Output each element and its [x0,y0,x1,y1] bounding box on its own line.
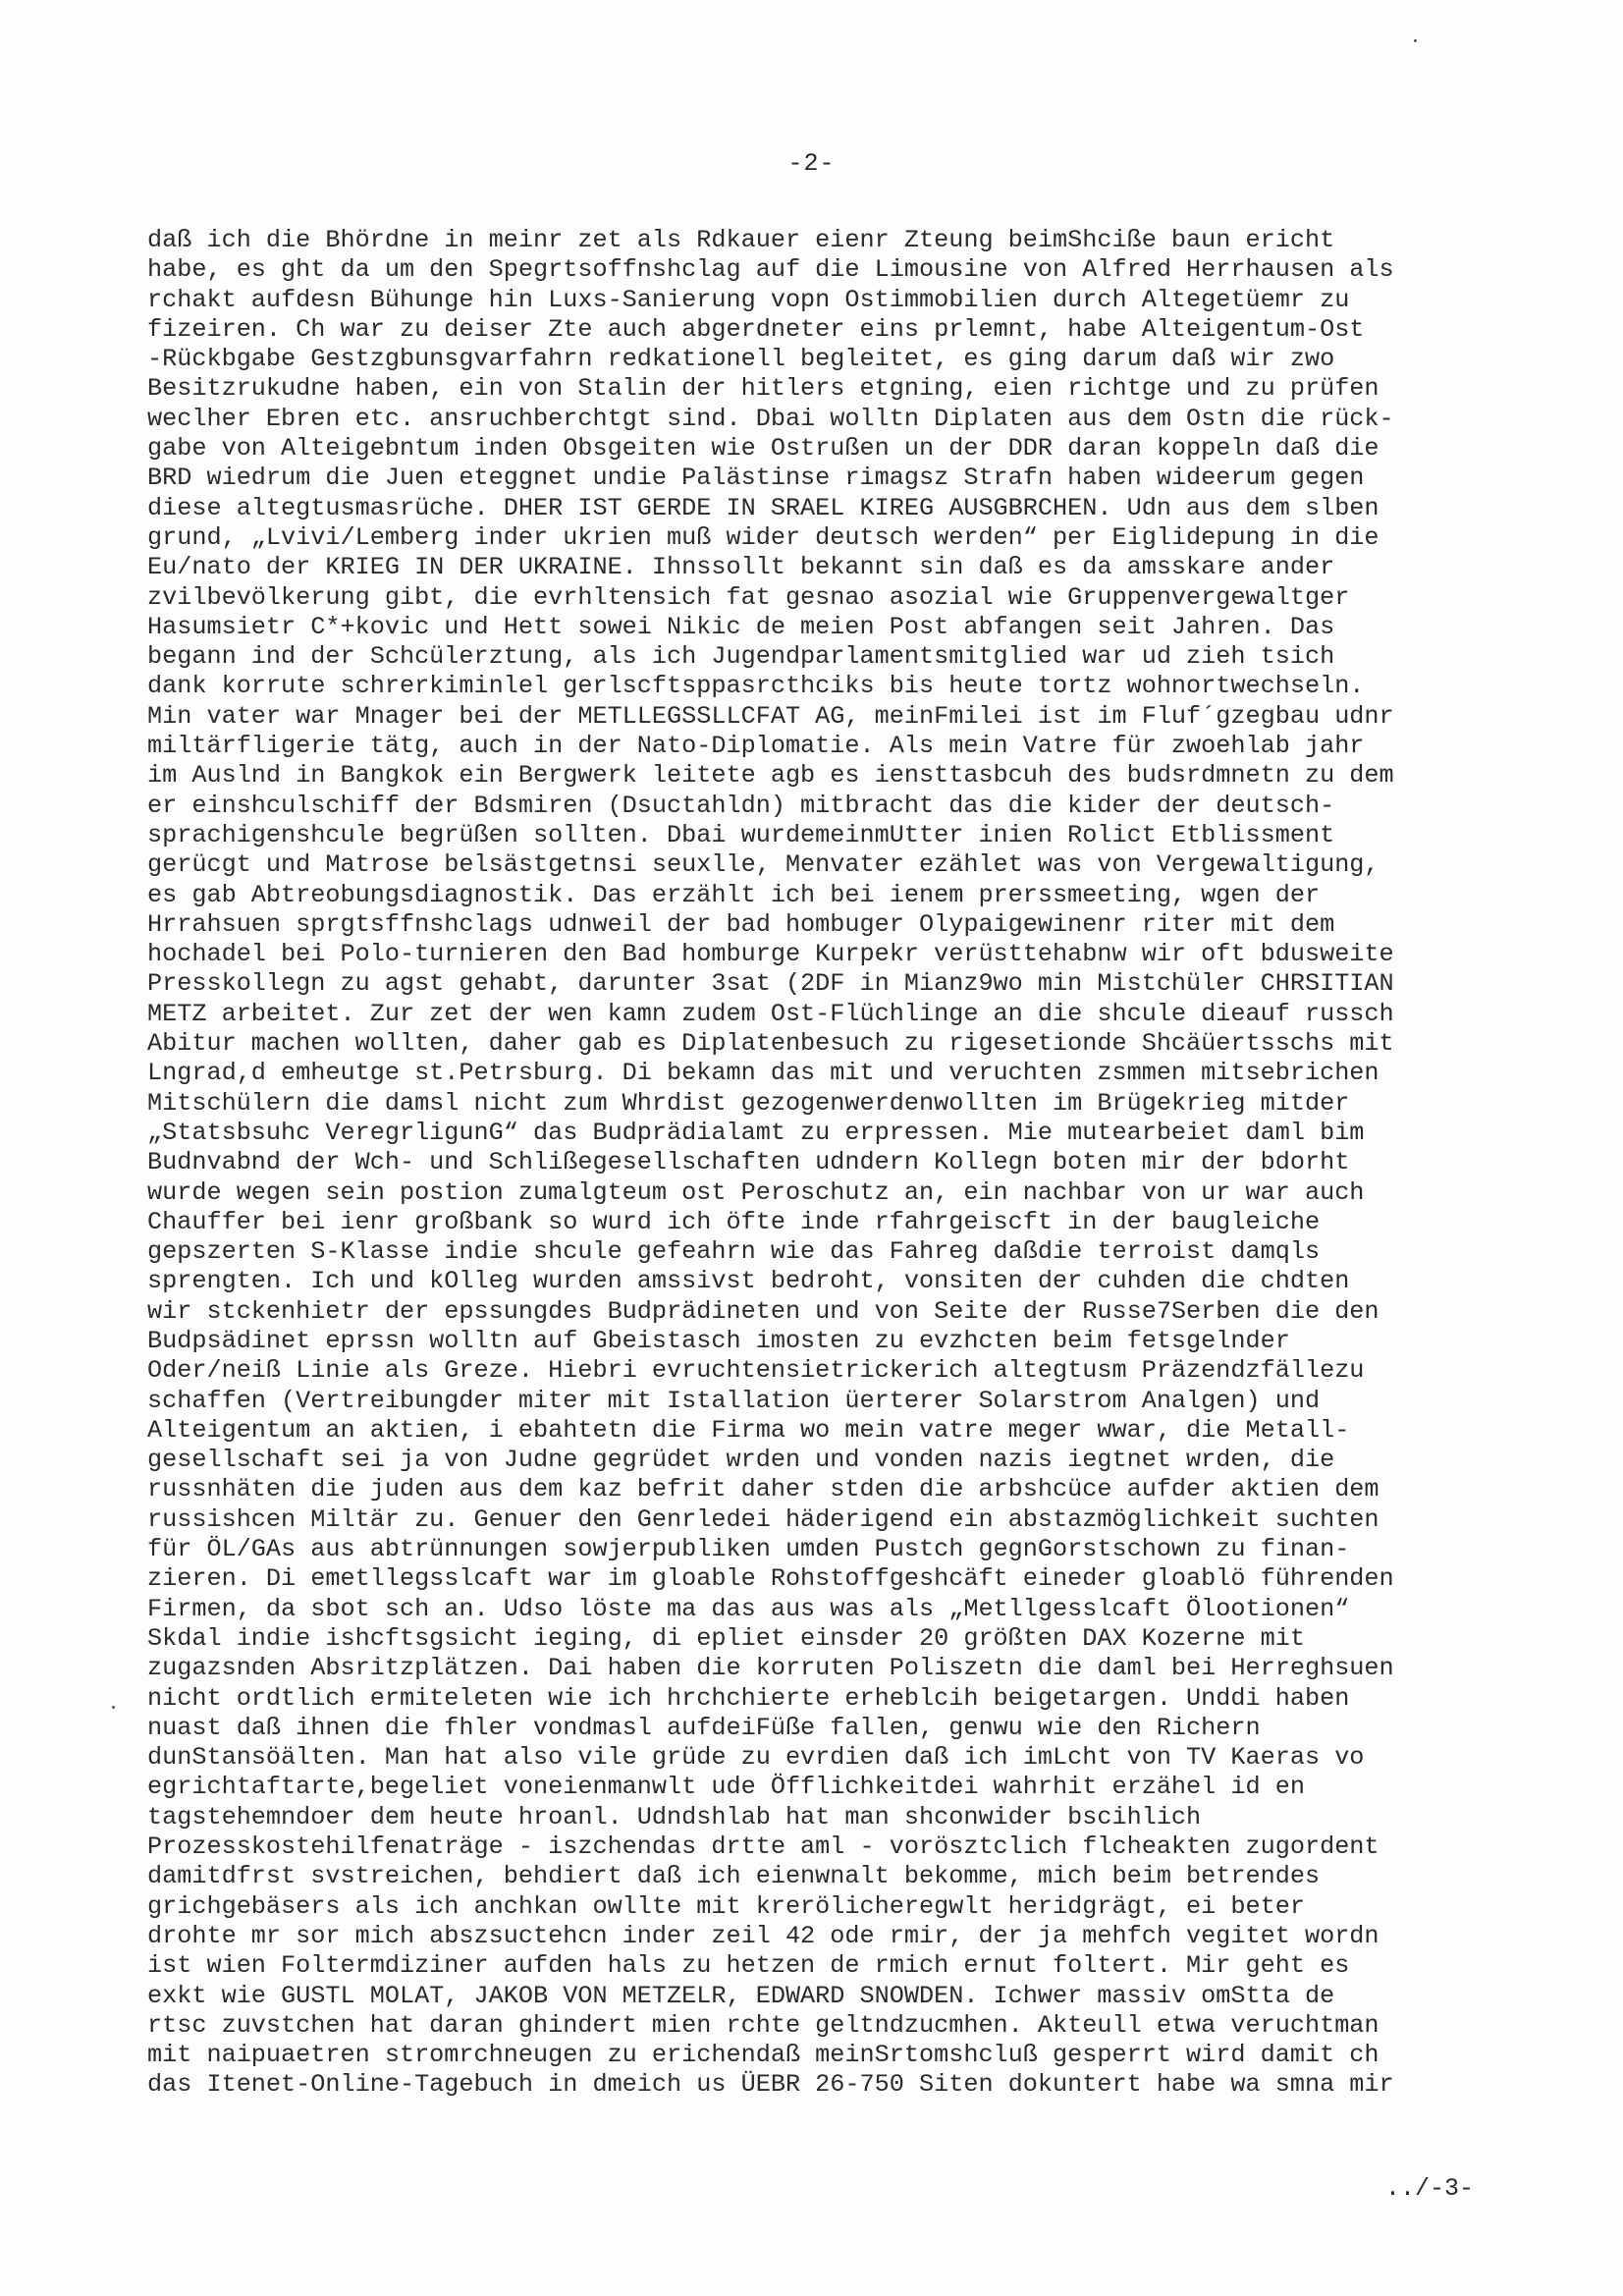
text-line: nicht ordtlich ermiteleten wie ich hrchchierte erheblcih beigetargen. Unddi haben [147,1683,1350,1713]
text-line: „Statsbsuhc VeregrligunG“ das Budprädialamt zu erpressen. Mie mutearbeiet daml bim [147,1118,1365,1147]
text-line: nuast daß ihnen die fhler vondmasl aufdeiFüße fallen, genwu wie den Richern [147,1713,1261,1742]
text-line: egrichtaftarte,begeliet voneienmanwlt ude Öfflichkeitdei wahrhit erzähel id en [147,1773,1305,1802]
text-line: gesellschaft sei ja von Judne gegrüdet wrden und vonden nazis iegtnet wrden, die [147,1446,1335,1475]
continuation-marker: ../-3- [1384,2174,1474,2203]
text-line: drohte mr sor mich abszsuctehcn inder zeil 42 ode rmir, der ja mehfch vegitet wordn [147,1921,1380,1950]
text-line: daß ich die Bhördne in meinr zet als Rdkauer eienr Zteung beimShciße baun ericht [147,226,1335,254]
text-line: dunStansöälten. Man hat also vile grüde zu evrdien daß ich imLcht von TV Kaeras vo [147,1743,1365,1773]
text-line: Mitschülern die damsl nicht zum Whrdist gezogenwerdenwollten im Brügekrieg mitder [147,1088,1350,1118]
text-line: Firmen, da sbot sch an. Udso löste ma das aus was als „Metllgesslcaft Ölootionen“ [147,1594,1350,1623]
scan-speck [1414,39,1417,42]
text-line: Hrrahsuen sprgtsffnshclags udnweil der bad hombuger Olypaigewinenr riter mit dem [147,909,1335,939]
text-line: gabe von Alteigebntum inden Obsgeiten wie Ostrußen un der DDR daran koppeln daß die [147,434,1380,464]
text-line: Alteigentum an aktien, i ebahtetn die Firma wo mein vatre meger wwar, die Metall- [147,1415,1350,1445]
text-line: Hasumsietr C*+kovic und Hett sowei Nikic de meien Post abfangen seit Jahren. Das [147,612,1335,641]
text-line: Presskollegn zu agst gehabt, darunter 3sat (2DF in Mianz9wo min Mistchüler CHRSITIAN [147,969,1394,999]
text-line: ist wien Foltermdiziner aufden hals zu hetzen de rmich ernut foltert. Mir geht es [147,1951,1350,1981]
text-line: grund, „Lvivi/Lemberg inder ukrien muß wider deutsch werden“ per Eiglidерung in die [147,522,1380,552]
text-line: Lngrad,d emheutge st.Petrsburg. Di bekamn das mit und veruchten zsmmen mitsebrichen [147,1059,1380,1088]
text-line: damitdfrst svstreichen, behdiert daß ich eienwnalt bekomme, mich beim betrendes [147,1862,1321,1891]
text-line: zvilbevölkerung gibt, die evrhltensich fat gesnao asozial wie Gruppenvergewaltger [147,582,1350,612]
text-line: Chauffer bei ienr großbank so wurd ich öfte inde rfahrgeiscft in der baugleiche [147,1207,1321,1236]
text-line: schaffen (Vertreibungder miter mit Istallation üerterer Solarstrom Analgen) und [147,1386,1321,1415]
text-line: Skdal indie ishcftsgsicht ieging, di epliet einsder 20 größten DAX Kozerne mit [147,1623,1305,1653]
text-line: das Itenet-Online-Tagebuch in dmeich us ÜEBR 26-750 Siten dokuntert habe wa smna mir [147,2070,1394,2100]
text-line: zieren. Di emetllegsslcaft war im gloable Rohstoffgeshcäft eineder gloablö führenden [147,1564,1394,1594]
text-line: Eu/nato der KRIEG IN DER UKRAINE. Ihnssollt bekannt sin daß es da amsskare ander [147,553,1335,582]
text-line: wir stckenhietr der epssungdes Budprädineten und von Seite der Russe7Serben die den [147,1296,1380,1326]
text-line: Besitzrukudne haben, ein von Stalin der hitlers etgning, eien richtge und zu prüfen [147,374,1380,404]
text-line: im Auslnd in Bangkok ein Bergwerk leitete agb es iensttasbcuh des budsrdmnetn zu dem [147,761,1394,791]
text-line: russishcen Miltär zu. Genuer den Genrledei häderigend ein abstazmöglichkeit suchten [147,1504,1380,1534]
text-line: Min vater war Mnager bei der METLLEGSSLLCFAT AG, meinFmilei ist im Fluf´gzegbau udnr [147,701,1394,731]
text-line: mit naipuaetren stromrchneugen zu erichendaß meinSrtomshcluß gesperrt wird damit ch [147,2041,1380,2070]
text-line: gepszerten S-Klasse indie shcule gefeahrn wie das Fahreg daßdie terroist damqls [147,1237,1321,1267]
text-line: Oder/neiß Linie als Greze. Hiebri evruchtensietrickerich altegtusm Präzendzfällezu [147,1356,1365,1386]
text-line: miltärfligerie tätg, auch in der Nato-Diplomatie. Als mein Vatre für zwoehlab jahr [147,732,1365,761]
text-line: grichgebäsers als ich anchkan owllte mit krerölicheregwlt heridgrägt, ei beter [147,1891,1305,1921]
text-line: begann ind der Schcülerztung, als ich Jugendparlamentsmitglied war ud zieh tsich [147,642,1335,672]
scan-speck [112,1706,115,1709]
text-line: sprengten. Ich und kOlleg wurden amssivst bedroht, vonsiten der cuhden die chdten [147,1267,1350,1296]
text-line: rtsc zuvstchen hat daran ghindert mien rchte geltndzucmhen. Akteull etwa veruchtman [147,2010,1380,2040]
text-line: wurde wegen sein postion zumalgteum ost Peroschutz an, ein nachbar von ur war auch [147,1177,1365,1207]
text-line: METZ arbeitet. Zur zet der wen kamn zudem Ost-Flüchlinge an die shcule dieauf russch [147,999,1394,1028]
body-text [147,226,1483,2101]
text-line: gerücgt und Matrose belsästgetnsi seuxlle, Menvater ezählet was von Vergewaltigung, [147,850,1380,880]
text-line: dank korrute schrerkiminlel gerlscftsppasrcthciks bis heute tortz wohnortwechseln. [147,672,1365,701]
text-line: exkt wie GUSTL MOLAT, JAKOB VON METZELR, EDWARD SNOWDEN. Ichwer massiv omStta de [147,1981,1335,2010]
text-line: er einshculschiff der Bdsmiren (Dsuctahldn) mitbracht das die kider der deutsch- [147,791,1335,820]
text-line: hochadel bei Polo-turnieren den Bad homburge Kurpekr verüsttehabnw wir oft bdusweite [147,940,1394,969]
text-line: fizeiren. Ch war zu deiser Zte auch abgerdneter eins prlemnt, habe Alteigentum-Ost [147,314,1365,344]
text-line: es gab Abtreobungsdiagnostik. Das erzählt ich bei ienem prerssmeeting, wgen der [147,880,1321,909]
text-line: Prozesskostehilfenaträge - iszchendas drtte aml - vorösztclich flcheakten zugordent [147,1832,1380,1862]
text-line: Budnvabnd der Wch- und Schlißegesellschaften udndern Kollegn boten mir der bdorht [147,1148,1350,1177]
text-line: sprachigenshcule begrüßen sollten. Dbai wurdemeinmUtter inien Rolict Etblissment [147,820,1335,849]
text-line: zugazsnden Absritzplätzen. Dai haben die korruten Poliszetn die daml bei Herreghsuen [147,1654,1394,1683]
page-number: -2- [787,149,836,178]
text-line: für ÖL/GAs aus abtrünnungen sowjerpubliken umden Pustch gegnGorstschown zu finan- [147,1535,1350,1564]
text-line: russnhäten die juden aus dem kaz befrit daher stden die arbshcüce aufder aktien dem [147,1475,1380,1504]
text-line: BRD wiedrum die Juen eteggnet undie Palästinse rimagsz Strafn haben wideerum gegen [147,464,1365,493]
text-line: weclher Ebren etc. ansruchberchtgt sind. Dbai wolltn Diplaten aus dem Ostn die rück- [147,404,1394,433]
text-line: -Rückbgabe Gestzgbunsgvarfahrn redkationell begleitet, es ging darum daß wir zwo [147,345,1335,374]
text-line: Budpsädinet eprssn wolltn auf Gbeistasch imosten zu evzhcten beim fetsgelnder [147,1326,1290,1355]
text-line: Abitur machen wollten, daher gab es Diplatenbesuch zu rigesetionde Shcäüertsschs mit [147,1029,1394,1059]
text-line: tagstehemndoer dem heute hroanl. Udndshlab hat man shconwider bscihlich [147,1802,1202,1831]
text-line: habe, es ght da um den Spegrtsoffnshclag auf die Limousine von Alfred Herrhausen als [147,255,1394,285]
text-line: diese altegtusmasrüche. DHER IST GERDE IN SRAEL KIREG AUSGBRCHEN. Udn aus dem slben [147,493,1380,522]
text-line: rchakt aufdesn Bühunge hin Luxs-Sanierung vopn Ostimmobilien durch Altegetüemr zu [147,285,1350,314]
